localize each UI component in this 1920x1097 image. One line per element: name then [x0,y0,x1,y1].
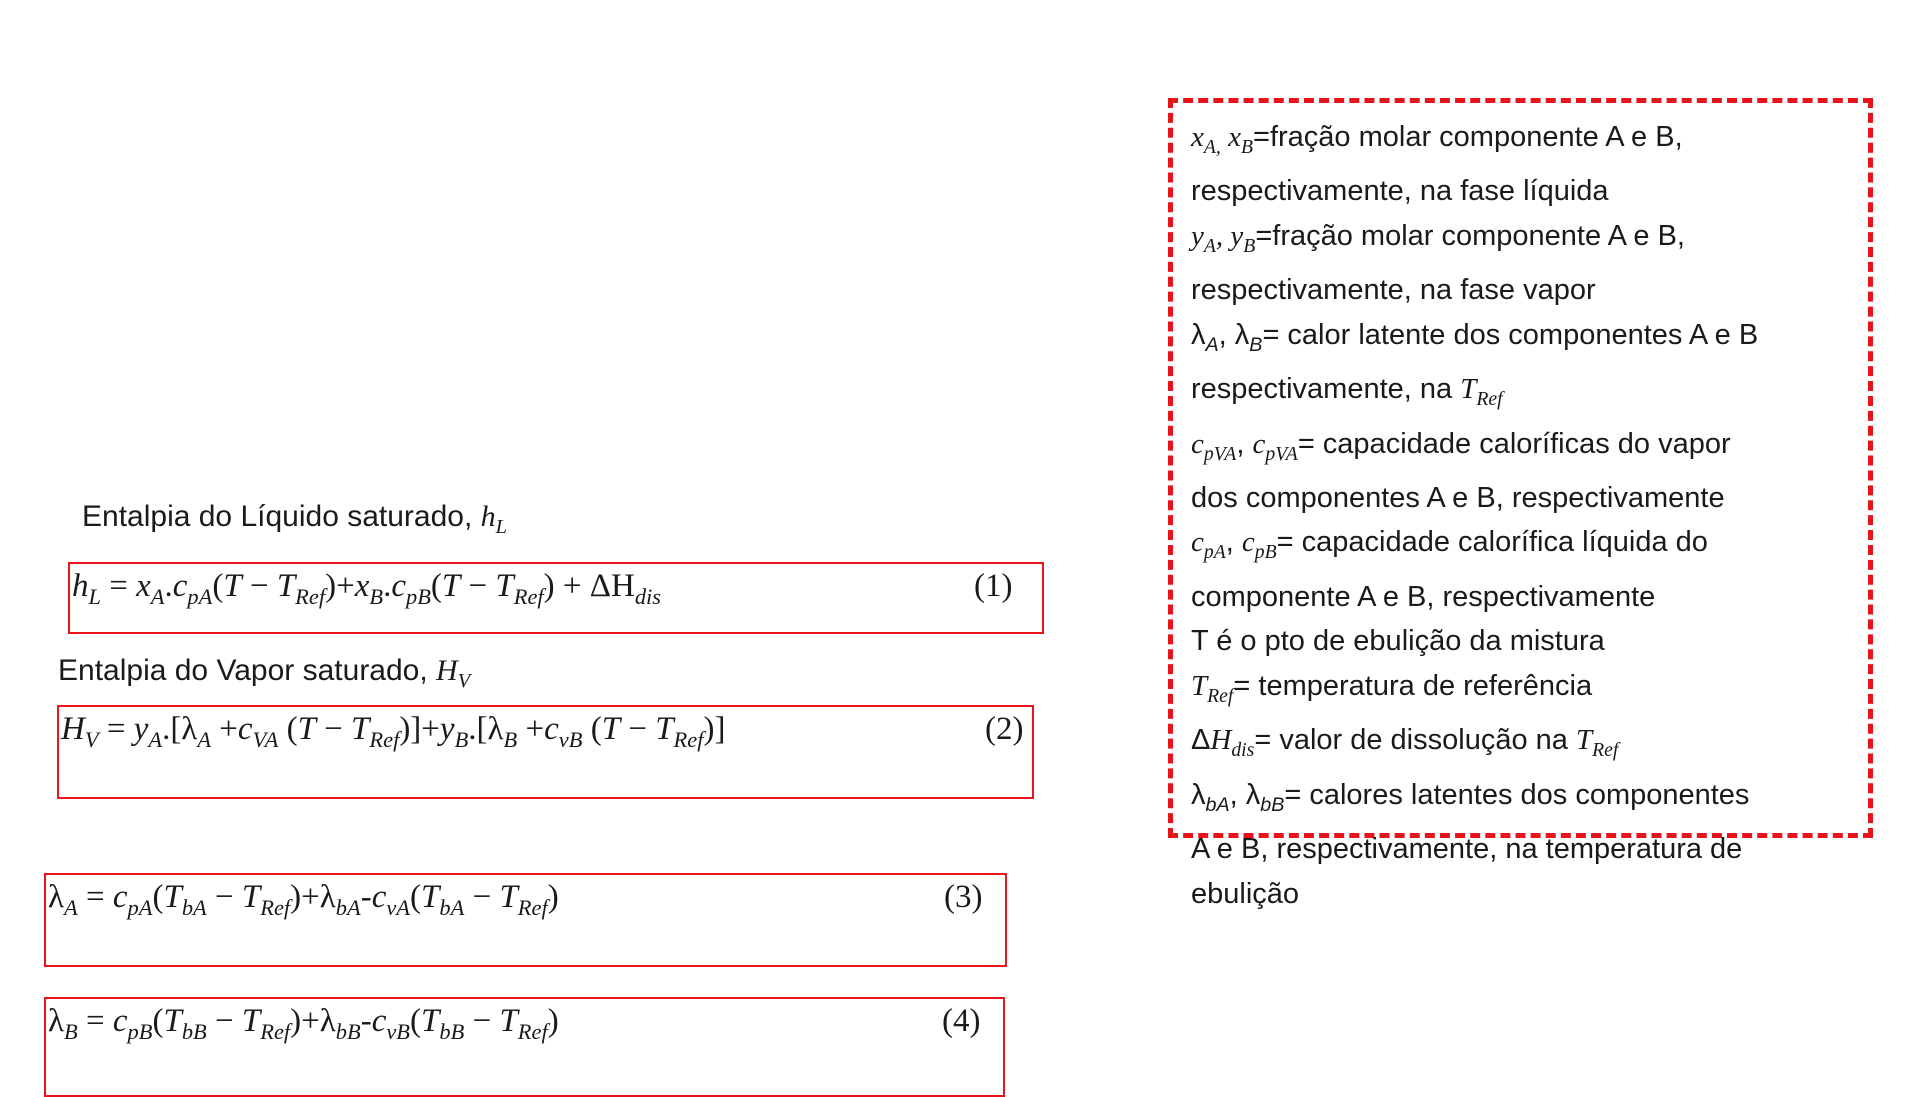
equation-1-box [68,562,1044,634]
legend-line: respectivamente, na fase vapor [1191,274,1596,307]
heading-liquid-text: Entalpia do Líquido saturado, [82,500,473,533]
equation-2-box [57,705,1034,799]
symbol-hl: $h_L$ [480,500,507,539]
legend-line: respectivamente, na $T_{Ref}$ [1191,373,1503,411]
legend-line: dos componentes A e B, respectivamente [1191,481,1725,514]
equation-4-number: (4) [942,1003,981,1039]
legend-line: $c_{pVA}$, $c_{pVA}=$ capacidade caloríficas do vapor [1191,427,1731,465]
legend-line: $\lambda_A$, $\lambda_B=$ calor latente dos componentes A e B [1191,318,1759,356]
legend-line: $x_{A,}$ $x_B=fração$ molar componente A e B, [1191,121,1683,158]
equation-4-box [44,997,1005,1097]
legend-line: $T_{Ref}=$ temperatura de referência [1191,669,1593,707]
equation-3: $\lambda_A = c_{pA}(T_{bA} - T_{Ref})+\lambda_{bA}-c_{vA}(T_{bA} - T_{Ref})$ [48,879,559,920]
legend-line: A e B, respectivamente, na temperatura de [1191,833,1743,866]
equation-1: $h_L = x_A.c_{pA}(T - T_{Ref})+x_B.c_{pB}(T - T_{Ref}) + \Delta H_{dis}$ [72,568,661,609]
legend-line: ebulição [1191,877,1300,910]
equation-4: $\lambda_B = c_{pB}(T_{bB} - T_{Ref})+\lambda_{bB}-c_{vB}(T_{bB} - T_{Ref})$ [48,1003,559,1044]
legend-line: $c_{pA}$, $c_{pB}=$ capacidade calorífica líquida do [1191,526,1708,564]
heading-vapor-enthalpy [58,654,470,693]
heading-vapor-text: Entalpia do Vapor saturado, [58,654,428,687]
equation-1-number: (1) [974,568,1013,604]
legend-box [1168,98,1873,910]
legend-line: componente A e B, respectivamente [1191,580,1656,613]
legend-line: $\lambda_{bA}$, $\lambda_{bB}=$ calores latentes dos componentes [1191,778,1750,816]
equation-2: $H_V = y_A.[\lambda_A +c_{VA}$ $(T - T_{Ref})]+y_B.[\lambda_B +c_{vB}$ $(T - T_{Ref})$] [61,711,726,752]
legend-line: respectivamente, na fase líquida [1191,175,1609,208]
equation-3-number: (3) [944,879,983,915]
legend-line: $\Delta H_{dis}=$ valor de dissolução na $T_{Ref}$ [1191,724,1619,762]
legend-line: T é o pto de ebulição da mistura [1191,625,1605,658]
heading-liquid-enthalpy [82,500,507,539]
symbol-hv: $H_V$ [436,654,471,693]
equation-3-box [44,873,1007,967]
legend-line: $y_A$, $y_B=fração$ molar componente A e B, [1191,219,1685,257]
equation-2-number: (2) [985,711,1024,747]
